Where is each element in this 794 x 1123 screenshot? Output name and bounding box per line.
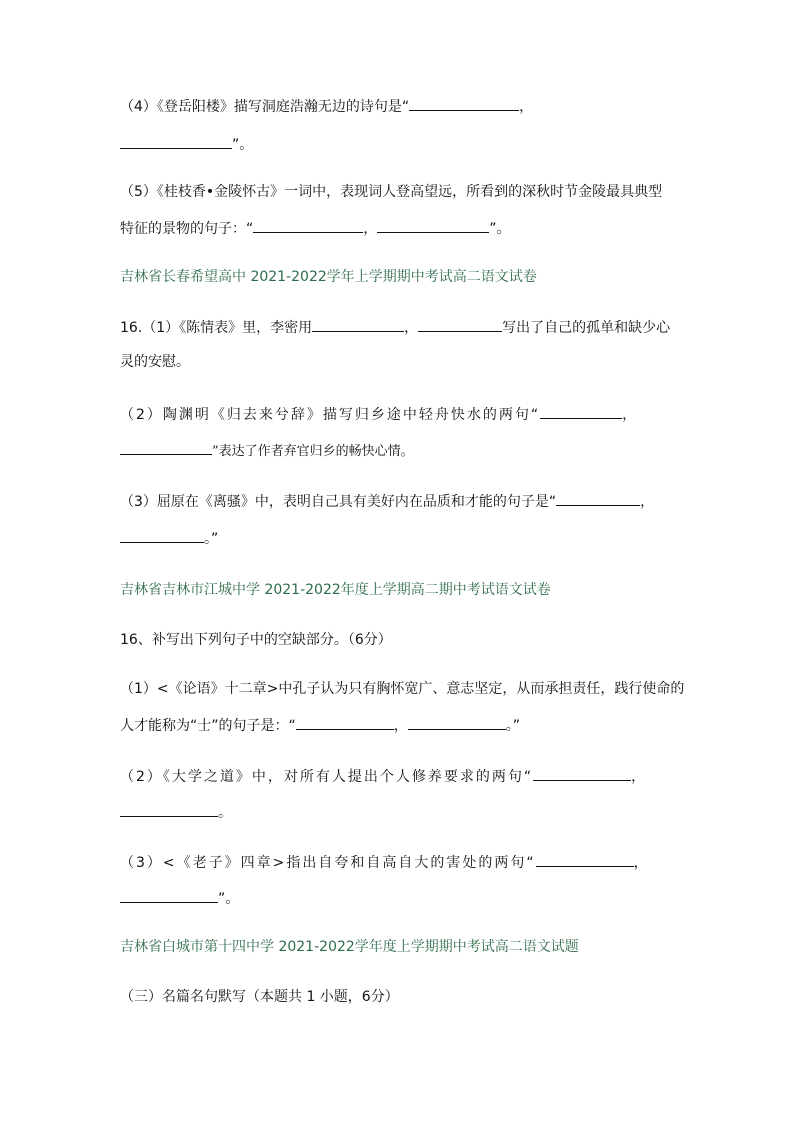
answer-blank[interactable]	[312, 317, 404, 332]
q2-text-tail: ”表达了作者弃官归乡的畅快心情。	[212, 444, 414, 459]
s3-q3-line-2	[120, 888, 239, 909]
q5-text-2: 特征的景物的句子：“	[120, 221, 254, 237]
q4-line-2	[120, 134, 253, 155]
s3-q2-line-1	[120, 766, 647, 787]
answer-blank[interactable]	[120, 440, 212, 455]
s3-q2-line-2	[120, 802, 232, 823]
answer-blank[interactable]	[418, 317, 502, 332]
q3-text: （3）<《老子》四章>指出自夸和自高自大的害处的两句“	[120, 855, 536, 871]
comma: ，	[519, 99, 534, 115]
answer-blank[interactable]	[120, 888, 218, 903]
s4-line-1: （三）名篇名句默写（本题共 1 小题，6分）	[120, 989, 399, 1005]
answer-blank[interactable]	[253, 218, 363, 233]
q2-text: （2）《大学之道》中，对所有人提出个人修养要求的两句“	[120, 769, 534, 785]
answer-blank[interactable]	[296, 715, 394, 730]
close-quote: ”。	[232, 137, 254, 153]
close-quote: ”。	[218, 891, 240, 907]
s2-q3-line-1	[120, 491, 654, 512]
s2-q1-line-1	[120, 317, 670, 338]
comma: ，	[640, 494, 655, 510]
answer-blank[interactable]	[377, 218, 489, 233]
s3-intro: 16、补写出下列句子中的空缺部分。（6分）	[120, 632, 392, 648]
comma: ，	[631, 769, 648, 785]
q1-text-tail: 写出了自己的孤单和缺少心	[502, 320, 671, 336]
comma: ，	[363, 221, 378, 237]
q4-text: （4）《登岳阳楼》描写洞庭浩瀚无边的诗句是“	[120, 99, 410, 115]
q2-text: （2）陶渊明《归去来兮辞》描写归乡途中轻舟快水的两句“	[120, 407, 541, 423]
q5-line-2	[120, 218, 511, 239]
q1-text: 人才能称为“士”的句子是：“	[120, 718, 296, 734]
comma: ，	[622, 407, 639, 423]
source-heading-2: 吉林省吉林市江城中学 2021-2022年度上学期高二期中考试语文试卷	[120, 582, 551, 598]
close-quote: 。”	[204, 531, 219, 547]
answer-blank[interactable]	[540, 404, 622, 419]
q1-text: 16.（1）《陈情表》里，李密用	[120, 320, 313, 336]
s2-q1-line-2: 灵的安慰。	[120, 354, 190, 370]
s2-q2-line-1	[120, 404, 638, 425]
comma: ，	[393, 718, 408, 734]
answer-blank[interactable]	[409, 96, 519, 111]
q3-text: （3）屈原在《离骚》中，表明自己具有美好内在品质和才能的句子是“	[120, 494, 557, 510]
comma: ，	[633, 855, 650, 871]
period: 。	[218, 805, 232, 821]
answer-blank[interactable]	[408, 715, 506, 730]
s3-q1-line-1: （1）<《论语》十二章>中孔子认为只有胸怀宽广、意志坚定，从而承担责任，践行使命的	[120, 681, 685, 697]
comma: ，	[404, 320, 419, 336]
q5-line-1	[120, 182, 662, 202]
q4-line-1	[120, 96, 533, 117]
source-heading-1: 吉林省长春希望高中 2021-2022学年上学期期中考试高二语文试卷	[120, 269, 537, 285]
s3-q3-line-1	[120, 852, 650, 873]
answer-blank[interactable]	[556, 491, 640, 506]
q5-text: （5）《桂枝香•金陵怀古》一词中，表现词人登高望远，所看到的深秋时节金陵最具典型	[120, 184, 663, 200]
answer-blank[interactable]	[533, 766, 631, 781]
s2-q3-line-2	[120, 528, 218, 549]
answer-blank[interactable]	[120, 134, 232, 149]
answer-blank[interactable]	[120, 528, 204, 543]
close-quote: 。”	[505, 718, 521, 734]
s3-q1-line-2	[120, 715, 520, 736]
answer-blank[interactable]	[120, 802, 218, 817]
source-heading-3: 吉林省白城市第十四中学 2021-2022学年度上学期期中考试高二语文试题	[120, 939, 579, 955]
close-quote: ”。	[489, 221, 511, 237]
s2-q2-line-2	[120, 440, 414, 462]
answer-blank[interactable]	[536, 852, 634, 867]
